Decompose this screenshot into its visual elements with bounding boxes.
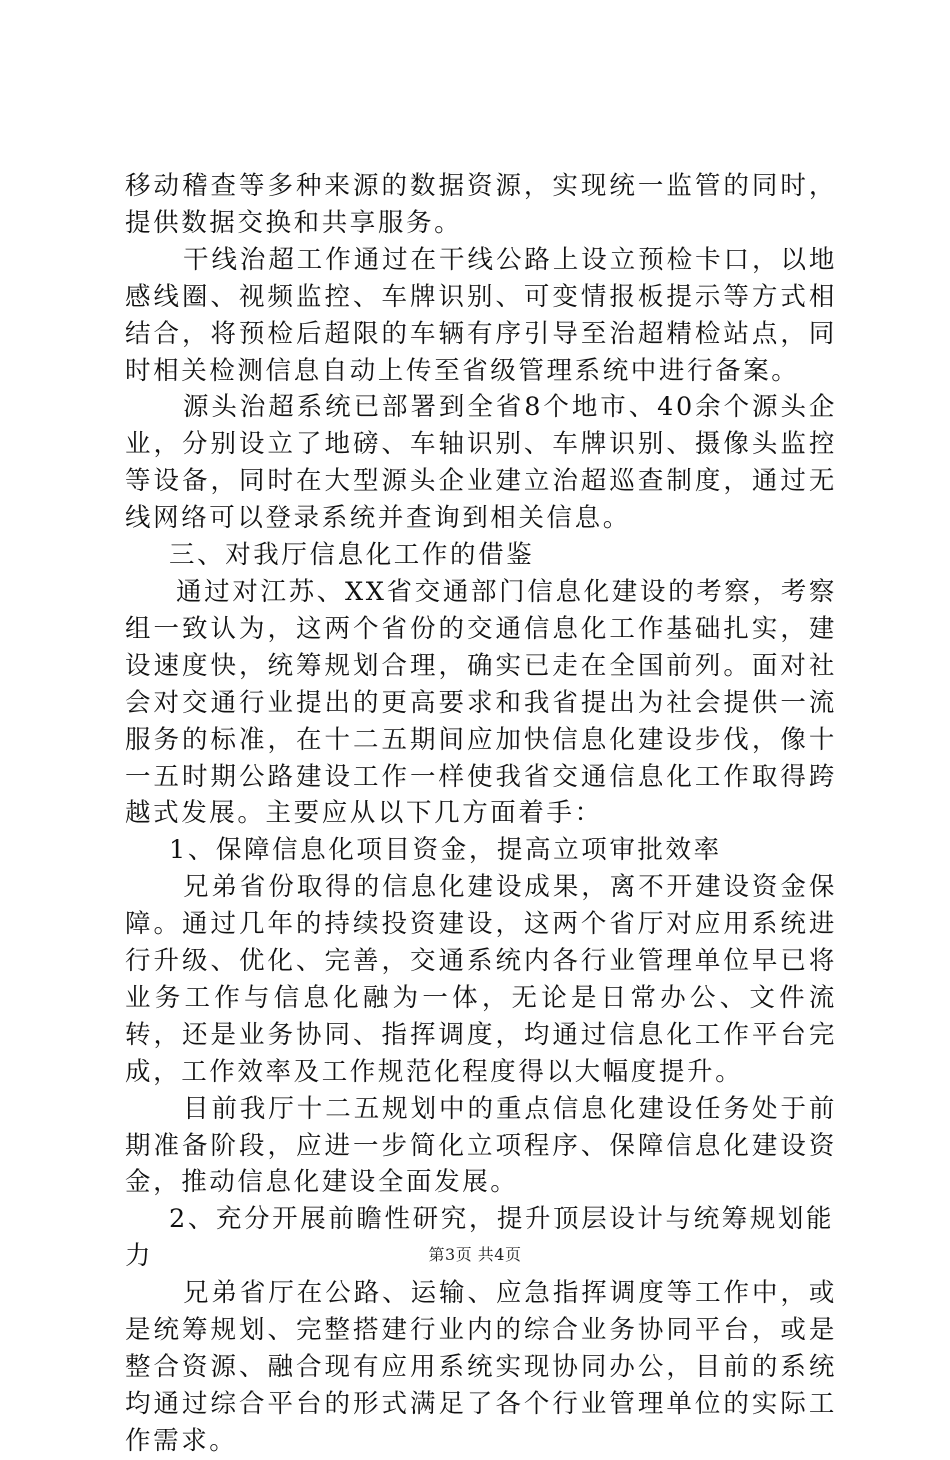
paragraph-trunk-line-overload: 干线治超工作通过在干线公路上设立预检卡口，以地感线圈、视频监控、车牌识别、可变情报板提示等方式相结合，将预检后超限的车辆有序引导至治超精检站点，同时相关检测信息自动上传至省级管理系统中进行备案。 [125,244,837,386]
subheading-funding: 1、保障信息化项目资金，提高立项审批效率 [169,835,722,866]
paragraph-continuation: 移动稽查等多种来源的数据资源，实现统一监管的同时，提供数据交换和共享服务。 [125,171,837,238]
document-body [125,168,837,1460]
page-number-footer: 第3页 共4页 [428,1245,522,1264]
paragraph-platform-integration: 兄弟省厅在公路、运输、应急指挥调度等工作中，或是统筹规划、完整搭建行业内的综合业务协同平台，或是整合资源、融合现有应用系统实现协同办公，目前的系统均通过综合平台的形式满足了各个行业管理单位的实际工作需求。 [125,1278,837,1456]
paragraph-source-overload-system: 源头治超系统已部署到全省8个地市、40余个源头企业，分别设立了地磅、车轴识别、车牌识别、摄像头监控等设备，同时在大型源头企业建立治超巡查制度，通过无线网络可以登录系统并查询到相关信息。 [125,392,837,534]
paragraph-inspection-findings: 通过对江苏、XX省交通部门信息化建设的考察，考察组一致认为，这两个省份的交通信息化工作基础扎实，建设速度快，统筹规划合理，确实已走在全国前列。面对社会对交通行业提出的更高要求和我省提出为社会提供一流服务的标准，在十二五期间应加快信息化建设步伐，像十一五时期公路建设工作一样使我省交通信息化工作取得跨越式发展。主要应从以下几方面着手： [125,576,837,829]
paragraph-current-plan: 目前我厅十二五规划中的重点信息化建设任务处于前期准备阶段，应进一步简化立项程序、保障信息化建设资金，推动信息化建设全面发展。 [125,1093,837,1198]
section-heading-three: 三、对我厅信息化工作的借鉴 [169,540,535,571]
subheading-forward-research: 2、充分开展前瞻性研究，提升顶层设计与统筹规划能力 [125,1204,835,1272]
paragraph-funding-results: 兄弟省份取得的信息化建设成果，离不开建设资金保障。通过几年的持续投资建设，这两个省厅对应用系统进行升级、优化、完善，交通系统内各行业管理单位早已将业务工作与信息化融为一体，无论是日常办公、文件流转，还是业务协同、指挥调度，均通过信息化工作平台完成，工作效率及工作规范化程度得以大幅度提升。 [125,872,837,1087]
